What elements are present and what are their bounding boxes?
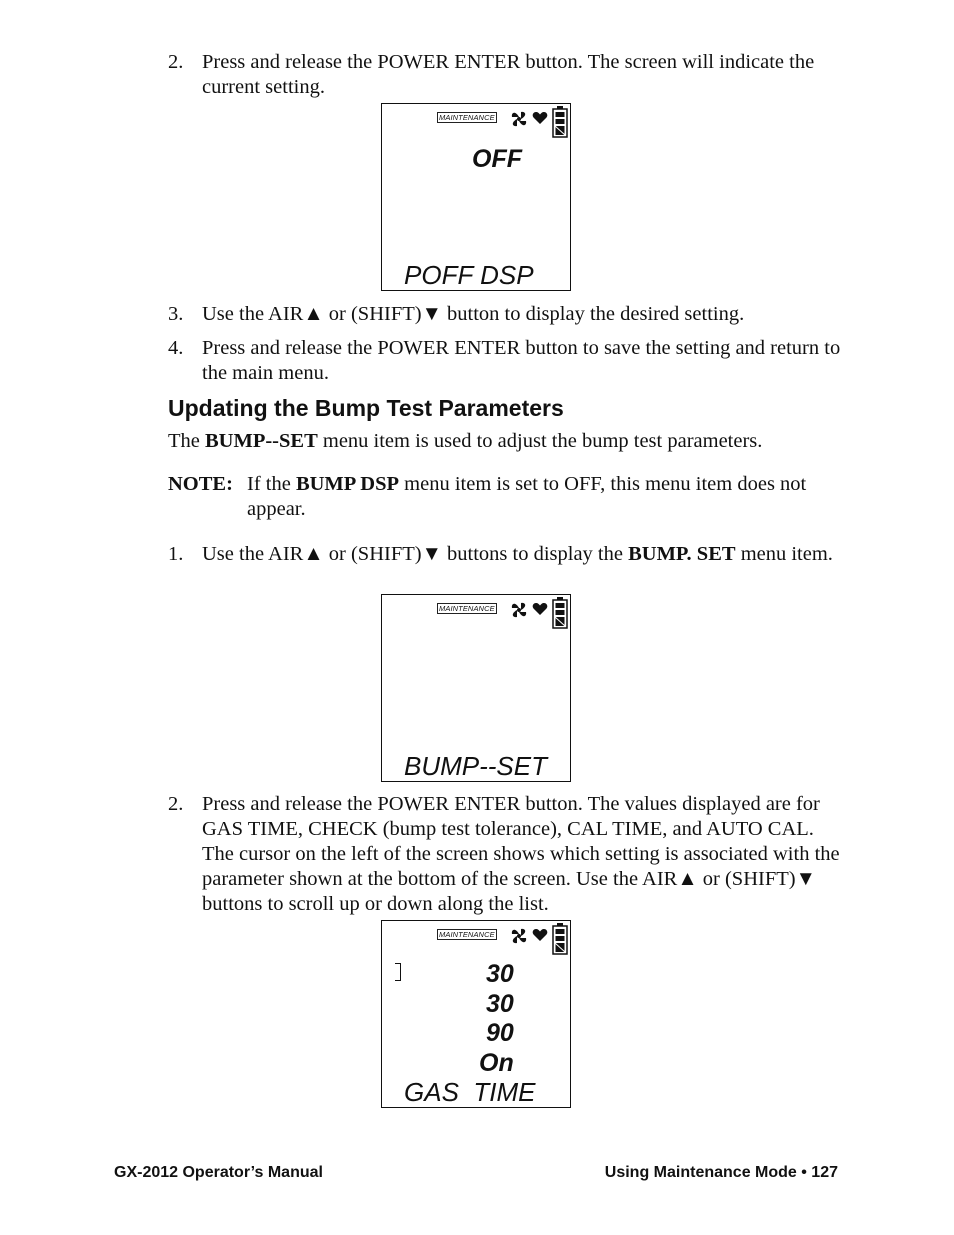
battery-icon bbox=[552, 923, 568, 955]
step-text: Press and release the POWER ENTER button to save the setting and return to the main menu. bbox=[202, 337, 841, 384]
step-number: 2. bbox=[168, 793, 184, 815]
setting-value: OFF bbox=[472, 145, 522, 173]
display-screen-poff-dsp bbox=[381, 103, 571, 291]
maintenance-indicator: MAINTENANCE bbox=[439, 930, 495, 939]
check-value: 30 bbox=[486, 990, 514, 1018]
menu-item-label: POFF DSP bbox=[404, 260, 534, 290]
fan-icon bbox=[509, 926, 529, 946]
step-number: 2. bbox=[168, 51, 184, 73]
intro-paragraph: The BUMP--SET menu item is used to adjust the bump test parameters. bbox=[168, 430, 763, 452]
fan-icon bbox=[509, 109, 529, 129]
up-arrow-icon: ▲ bbox=[303, 303, 324, 325]
cal-time-value: 90 bbox=[486, 1019, 514, 1047]
down-arrow-icon: ▼ bbox=[421, 303, 442, 325]
status-bar bbox=[436, 925, 568, 949]
step-number: 1. bbox=[168, 543, 184, 565]
down-arrow-icon: ▼ bbox=[795, 868, 816, 890]
gas-time-value: 30 bbox=[486, 960, 514, 988]
note-text: If the BUMP DSP menu item is set to OFF, this menu item does not appear. bbox=[247, 473, 807, 520]
down-arrow-icon: ▼ bbox=[421, 543, 442, 565]
fan-icon bbox=[509, 600, 529, 620]
status-bar bbox=[436, 108, 568, 132]
heart-icon bbox=[532, 928, 548, 942]
step-text: Press and release the POWER ENTER button. The screen will indicate the current setting. bbox=[202, 51, 815, 98]
maintenance-indicator: MAINTENANCE bbox=[439, 604, 495, 613]
step-text: Use the AIR▲ or (SHIFT)▼ button to display the desired setting. bbox=[202, 303, 745, 325]
step-text: Press and release the POWER ENTER button. The values displayed are for GAS TIME, CHECK (bump test tolerance), CAL TIME, and AUTO CAL. The cursor on the left of the screen shows which setting is associated with the parameter shown at the bottom of the screen. Use the AIR▲ or (SHIFT)▼ buttons to scroll up or down along the list. bbox=[202, 793, 840, 915]
display-screen-gas-time bbox=[381, 920, 571, 1108]
display-screen-bump-set bbox=[381, 594, 571, 782]
footer-page-info: Using Maintenance Mode • 127 bbox=[604, 1164, 838, 1181]
battery-icon bbox=[552, 106, 568, 138]
menu-item-label: GAS TIME bbox=[404, 1077, 536, 1107]
step-text: Use the AIR▲ or (SHIFT)▼ buttons to display the BUMP. SET menu item. bbox=[202, 543, 833, 565]
heart-icon bbox=[532, 111, 548, 125]
up-arrow-icon: ▲ bbox=[303, 543, 324, 565]
heart-icon bbox=[532, 602, 548, 616]
maintenance-indicator: MAINTENANCE bbox=[439, 113, 495, 122]
step-number: 4. bbox=[168, 337, 184, 359]
auto-cal-value: On bbox=[479, 1049, 514, 1077]
footer-manual-title: GX-2012 Operator’s Manual bbox=[114, 1164, 323, 1181]
cursor-indicator bbox=[395, 963, 401, 981]
menu-item-label: BUMP--SET bbox=[404, 751, 547, 781]
note-label: NOTE: bbox=[168, 473, 233, 495]
up-arrow-icon: ▲ bbox=[677, 868, 698, 890]
status-bar bbox=[436, 599, 568, 623]
section-heading: Updating the Bump Test Parameters bbox=[168, 395, 564, 421]
battery-icon bbox=[552, 597, 568, 629]
step-number: 3. bbox=[168, 303, 184, 325]
